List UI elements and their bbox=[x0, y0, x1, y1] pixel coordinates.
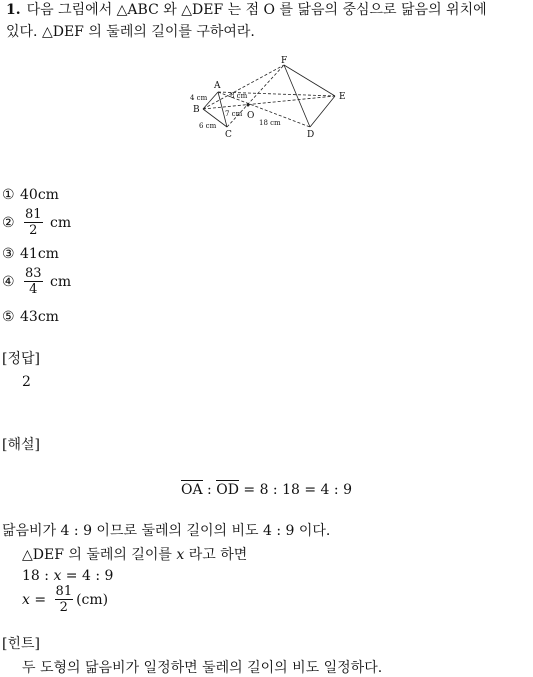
choice-5[interactable] bbox=[2, 308, 59, 326]
choice-4-fraction bbox=[24, 267, 43, 297]
question-line-1 bbox=[6, 0, 487, 20]
explanation-line-3 bbox=[22, 568, 113, 584]
segment-oa: OA bbox=[181, 482, 203, 498]
choice-2-unit: cm bbox=[50, 215, 72, 231]
label-o: O bbox=[247, 111, 255, 121]
label-c: C bbox=[225, 130, 232, 140]
label-bc-length: 6 cm bbox=[199, 122, 217, 130]
variable-x: x bbox=[22, 592, 30, 608]
choice-2-numerator: 81 bbox=[25, 207, 42, 222]
question-text-1: 다음 그림에서 △ABC 와 △DEF 는 점 O 를 닮음의 중심으로 닮음의 위치에 bbox=[26, 2, 487, 18]
result-denominator: 2 bbox=[59, 600, 68, 615]
ratio-rest: = 8 : 18 = 4 : 9 bbox=[238, 482, 352, 498]
explanation-label: [해설] bbox=[2, 437, 40, 453]
choice-1-text: 40cm bbox=[20, 187, 59, 203]
choice-2-mark: ② bbox=[2, 215, 15, 231]
result-numerator: 81 bbox=[55, 584, 73, 599]
ratio-equation bbox=[0, 482, 533, 498]
similarity-figure bbox=[185, 54, 355, 144]
answer-label: [정답] bbox=[2, 351, 40, 367]
choice-3[interactable] bbox=[2, 245, 59, 263]
question-number: 1. bbox=[6, 2, 21, 18]
variable-x: x bbox=[176, 547, 185, 563]
choice-1[interactable] bbox=[2, 186, 59, 204]
choice-4-mark: ④ bbox=[2, 274, 15, 290]
explanation-line-1: 닮음비가 4 : 9 이므로 둘레의 길이의 비도 4 : 9 이다. bbox=[2, 523, 331, 539]
label-a: A bbox=[214, 81, 221, 91]
choice-2[interactable] bbox=[2, 208, 71, 238]
label-e: E bbox=[339, 92, 346, 102]
hint-label: [힌트] bbox=[2, 636, 40, 652]
label-b: B bbox=[193, 105, 200, 115]
label-ab-length: 4 cm bbox=[190, 94, 208, 102]
result-unit: (cm) bbox=[76, 592, 109, 608]
explanation-line-3-b: = 4 : 9 bbox=[61, 568, 114, 584]
variable-x: x bbox=[53, 568, 62, 584]
explanation-line-2-a: △DEF 의 둘레의 길이를 bbox=[22, 547, 177, 563]
label-ao-length: 8 cm bbox=[230, 92, 248, 100]
choice-4-denominator: 4 bbox=[29, 282, 38, 297]
hint-text: 두 도형의 닮음비가 일정하면 둘레의 길이의 비도 일정하다. bbox=[22, 660, 383, 676]
label-co-length: 7 cm bbox=[225, 110, 243, 118]
explanation-line-4 bbox=[22, 585, 108, 615]
result-fraction bbox=[55, 585, 74, 615]
segment-od: OD bbox=[216, 482, 239, 498]
ratio-separator: : bbox=[202, 482, 217, 498]
explanation-line-2-b: 라고 하면 bbox=[184, 547, 248, 563]
question-text-2: 있다. △DEF 의 둘레의 길이를 구하여라. bbox=[6, 24, 255, 40]
choice-1-mark: ① bbox=[2, 187, 15, 203]
equals-sign: = bbox=[29, 592, 51, 608]
label-f: F bbox=[281, 56, 288, 66]
choice-5-text: 43cm bbox=[20, 309, 59, 325]
explanation-line-2 bbox=[22, 544, 247, 564]
choice-2-fraction bbox=[24, 208, 43, 238]
label-d: D bbox=[307, 130, 315, 140]
choice-4[interactable] bbox=[2, 267, 71, 297]
explanation-line-3-a: 18 : bbox=[22, 568, 54, 584]
answer-value: 2 bbox=[22, 374, 31, 390]
choice-4-numerator: 83 bbox=[25, 266, 42, 281]
choice-4-unit: cm bbox=[50, 274, 72, 290]
choice-3-text: 41cm bbox=[20, 246, 59, 262]
label-od-length: 18 cm bbox=[259, 119, 281, 127]
point-o-dot bbox=[247, 104, 250, 107]
choice-2-denominator: 2 bbox=[29, 223, 38, 238]
choice-5-mark: ⑤ bbox=[2, 309, 15, 325]
choice-3-mark: ③ bbox=[2, 246, 15, 262]
